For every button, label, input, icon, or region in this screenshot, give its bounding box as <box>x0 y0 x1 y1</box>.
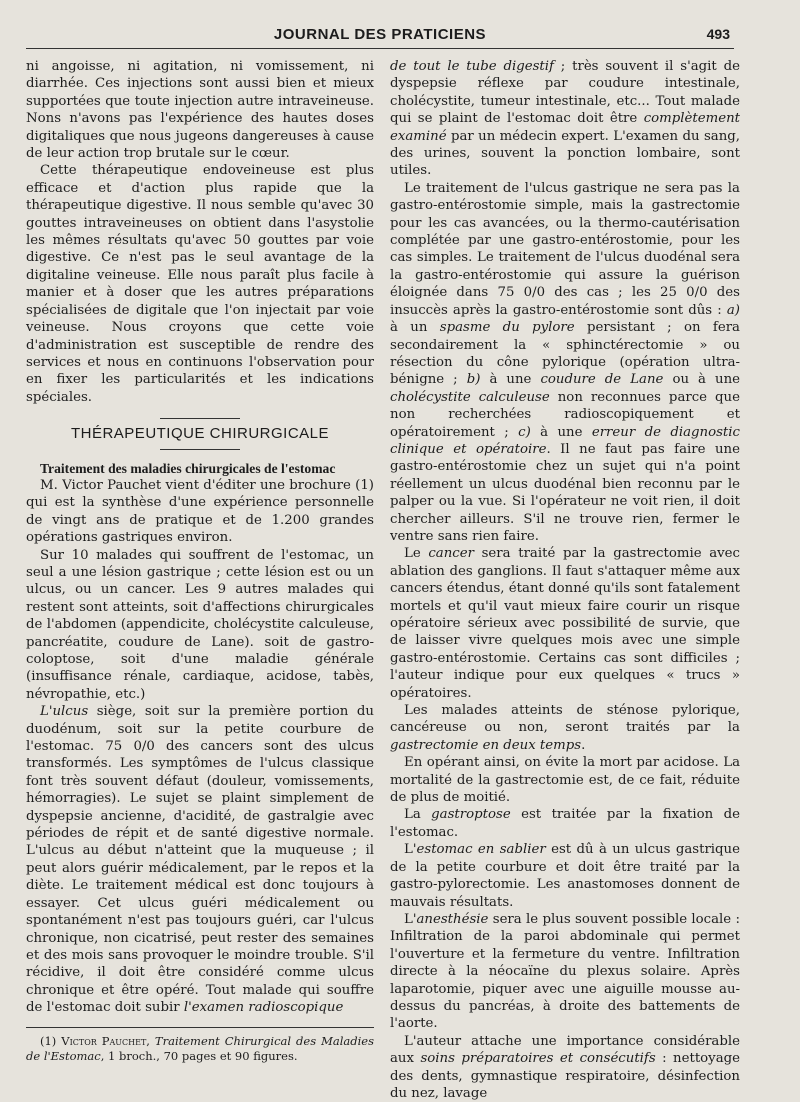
emphasis: anesthésie <box>416 911 489 927</box>
emphasis: gastrectomie en deux temps <box>390 737 582 753</box>
paragraph: En opérant ainsi, on évite la mort par acidose. La mortalité de la gastrectomie est, de ce fait, réduite de plus de moitié. <box>390 755 740 806</box>
section-title: THÉRAPEUTIQUE CHIRURGICALE <box>70 425 330 443</box>
paragraph: Cette thérapeutique endoveineuse est plus efficace et d'action plus rapide que la thérapeutique digestive. Il nous semble qu'avec 30 gouttes intraveineuses on obtient dans l'asystolie les mêmes résultats qu'avec 50 gouttes par voie digestive. Ce n'est pas le seul avantage de la digitaline veineuse. Elle nous paraît plus facile à manier et à doser que les autres préparations spécialisées de digitale que l'on injectait par voie veineuse. Nous croyons que cette voie d'administration est susceptible de rendre des services et nous en continuons l'observation pour en fixer les particularités et les indications spéciales. <box>26 163 374 405</box>
text: à un <box>390 320 440 336</box>
emphasis: cancer <box>428 546 474 562</box>
left-column <box>26 58 374 1063</box>
text: sera le plus souvent possible locale : Infiltration de la paroi abdominale qui permet l'ouverture et la fermeture du ventre. Infiltration directe à la néocaïne du plexus solaire. Après laparotomie, piquer avec une aiguille mousse au-dessus du pancréas, à droite des battements de l'aorte. <box>390 911 740 1032</box>
text: L'auteur attache une importance considérable aux <box>390 1033 740 1067</box>
footnote-author: Victor Pauchet <box>61 1033 147 1048</box>
footnote-rest: , 1 broch., 70 pages et 90 figures. <box>100 1048 298 1063</box>
text: L' <box>404 911 417 927</box>
enum-label: c) <box>518 424 531 440</box>
footnote-title: Traitement Chirurgical des Maladies de l'Estomac <box>26 1033 374 1063</box>
paragraph <box>390 1033 740 1102</box>
footnote: (1) Victor Pauchet, Traitement Chirurgical des Maladies de l'Estomac, 1 broch., 70 pages et 90 figures. <box>26 1033 374 1063</box>
text: à une <box>480 372 541 388</box>
emphasis: coudure de Lane <box>540 372 664 388</box>
paragraph <box>390 545 740 702</box>
text: est dû à un ulcus gastrique de la petite courbure et doit être traité par la gastro-pylorectomie. Les anastomoses donnent de mauvais résultats. <box>390 842 740 910</box>
right-column <box>390 58 741 1101</box>
text: persistant ; on fera secondairement la « sphinctérectomie » ou résection du cône pylorique (opération ultra-bénigne ; <box>390 320 740 388</box>
enum-label: b) <box>466 372 481 388</box>
emphasis: soins préparatoires et consécutifs <box>420 1051 656 1067</box>
text: L' <box>404 842 417 858</box>
paragraph <box>390 806 740 841</box>
paragraph <box>390 841 740 911</box>
text: à une <box>530 424 592 440</box>
enum-label: a) <box>726 302 740 318</box>
emphasis: erreur de diagnostic clinique et opératoire <box>390 424 740 457</box>
emphasis: gastroptose <box>431 807 511 823</box>
footnote-marker: (1) <box>40 1033 62 1048</box>
section-rule <box>160 418 240 419</box>
paragraph: M. Victor Pauchet vient d'éditer une brochure (1) qui est la synthèse d'une expérience personnelle de vingt ans de pratique et de 1.200 grandes opérations gastriques environ. <box>26 477 374 546</box>
text: Les malades atteints de sténose pylorique, cancéreuse ou non, seront traités par la <box>390 703 740 736</box>
page-number: 493 <box>706 26 730 42</box>
emphasis: complètement examiné <box>390 111 740 144</box>
emphasis: L'ulcus <box>40 704 89 720</box>
journal-title: JOURNAL DES PRATICIENS <box>273 26 487 43</box>
text: sera traité par la gastrectomie avec ablation des ganglions. Il faut s'attaquer même aux cancers étendus, étant donné qu'ils sont fatalement mortels et qu'il vaut mieux faire courir un risque opératoire sérieux avec possibilité de survie, que de laisser vivre quelques mois avec une simple gastro-entérostomie. Certains cas sont difficiles ; l'auteur indique pour eux quelques « trucs » opératoires. <box>390 546 740 701</box>
text: par un médecin expert. L'examen du sang, des urines, souvent la ponction lombaire, sont utiles. <box>390 128 740 179</box>
text: : nettoyage des dents, gymnastique respiratoire, désinfection du nez, lavage <box>390 1051 740 1101</box>
section-rule <box>160 449 240 450</box>
text: ; très souvent il s'agit de dyspepsie réflexe par coudure intestinale, cholécystite, tumeur intestinale, etc... Tout malade qui se plaint de l'estomac doit être <box>390 59 740 127</box>
text: . Il ne faut pas faire une gastro-entérostomie chez un sujet qui n'a point réellement un ulcus duodénal bien reconnu par le palper ou la vue. Si l'opérateur ne voit rien, il doit chercher ailleurs. S'il ne trouve rien, fermer le ventre sans rien faire. <box>390 441 740 544</box>
paragraph <box>390 58 740 180</box>
text: siège, soit sur la première portion du duodénum, soit sur la petite courbure de l'estomac. 75 0/0 des cancers sont des ulcus transformés. Les symptômes de l'ulcus classique font très souvent défaut (douleur, vomissements, hémorragies). Le sujet se plaint simplement de dyspepsie ancienne, d'acidité, de gastralgie avec périodes de répit et de santé digestive normale. L'ulcus au début n'atteint que la muqueuse ; il peut alors guérir médicalement, par le repos et la diète. Le traitement médical est donc toujours à essayer. Cet ulcus guéri médicalement ou spontanément n'est pas toujours guéri, car l'ulcus chronique, non cicatrisé, peut rester des semaines et des mois sans provoquer le moindre trouble. S'il récidive, il doit être considéré comme ulcus chronique et être opéré. Tout malade qui souffre de l'estomac doit subir <box>26 704 374 1016</box>
text: . <box>581 737 586 753</box>
paragraph <box>390 911 740 1033</box>
text: ou à une <box>663 372 741 388</box>
emphasis: estomac en sablier <box>416 842 546 858</box>
emphasis: spasme du pylore <box>439 320 575 336</box>
paragraph <box>390 180 740 546</box>
paragraph: ni angoisse, ni agitation, ni vomissement, ni diarrhée. Ces injections sont aussi bien et mieux supportées que toute injection autre intraveineuse. Nons n'avons pas l'expérience des hautes doses digitaliques que nous jugeons dangereuses à cause de leur action trop brutale sur le cœur. <box>26 59 374 162</box>
paragraph-ulcus <box>26 703 374 1016</box>
paragraph: Sur 10 malades qui souffrent de l'estomac, un seul a une lésion gastrique ; cette lésion est ou un ulcus, ou un cancer. Les 9 autres malades qui restent sont atteints, soit d'affections chirurgicales de l'abdomen (appendicite, cholécystite calculeuse, pancréatite, coudure de Lane). soit de gastro-coloptose, soit d'une maladie générale (insuffisance rénale, cardiaque, acidose, tabès, névropathie, etc.) <box>26 547 374 702</box>
text: Le traitement de l'ulcus gastrique ne sera pas la gastro-entérostomie simple, mais la gastrectomie pour les cas avancées, ou la thermo-cautérisation complétée par une gastro-entérostomie, pour les cas simples. Le traitement de l'ulcus duodénal sera la gastro-entérostomie qui assure la guérison éloignée dans 75 0/0 des cas ; les 25 0/0 des insuccès après la gastro-entérostomie sont dûs : <box>390 180 740 318</box>
emphasis: de tout le tube digestif <box>390 59 554 74</box>
text: est traitée par la fixation de l'estomac. <box>390 807 740 840</box>
article-title: Traitement des maladies chirurgicales de l'estomac <box>40 460 336 476</box>
emphasis: cholécystite calculeuse <box>390 389 550 405</box>
text: non reconnues parce que non recherchées radioscopiquement et opératoirement ; <box>390 389 740 440</box>
paragraph <box>390 702 740 754</box>
footnote-rule <box>26 1027 374 1028</box>
emphasis: l'examen radioscopique <box>183 1000 344 1016</box>
running-header <box>26 22 734 49</box>
text: Le <box>404 546 429 562</box>
text: La <box>404 807 432 823</box>
